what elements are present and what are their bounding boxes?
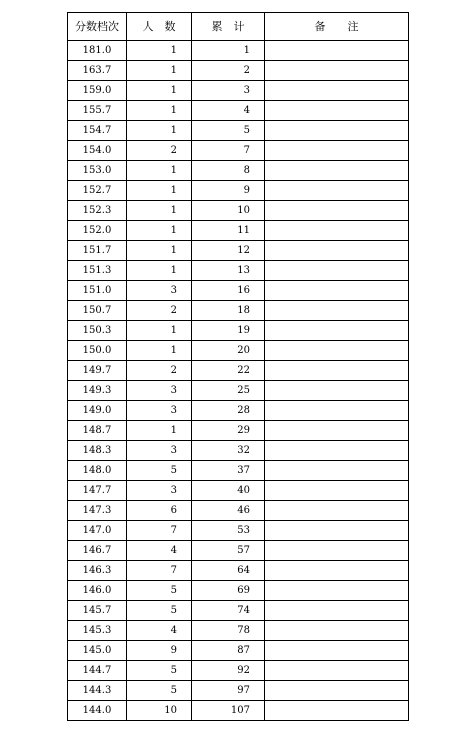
table-row xyxy=(68,401,409,421)
note-cell xyxy=(265,341,409,361)
note-cell xyxy=(265,561,409,581)
table-row xyxy=(68,181,409,201)
count-cell: 5 xyxy=(127,681,192,701)
table-row xyxy=(68,421,409,441)
table-row xyxy=(68,501,409,521)
note-cell xyxy=(265,41,409,61)
count-cell: 1 xyxy=(127,101,192,121)
cumulative-cell: 37 xyxy=(192,461,265,481)
count-cell: 7 xyxy=(127,521,192,541)
table-row xyxy=(68,161,409,181)
score-cell: 148.7 xyxy=(68,421,127,441)
note-cell xyxy=(265,601,409,621)
count-cell: 1 xyxy=(127,201,192,221)
table-row xyxy=(68,621,409,641)
count-cell: 5 xyxy=(127,461,192,481)
score-cell: 163.7 xyxy=(68,61,127,81)
count-cell: 9 xyxy=(127,641,192,661)
header-score: 分数档次 xyxy=(68,13,127,41)
count-cell: 3 xyxy=(127,401,192,421)
score-cell: 144.7 xyxy=(68,661,127,681)
table-row xyxy=(68,241,409,261)
score-cell: 146.3 xyxy=(68,561,127,581)
table-row xyxy=(68,701,409,721)
table-row xyxy=(68,41,409,61)
table-row xyxy=(68,81,409,101)
table-row xyxy=(68,281,409,301)
table-row xyxy=(68,101,409,121)
note-cell xyxy=(265,541,409,561)
note-cell xyxy=(265,641,409,661)
count-cell: 2 xyxy=(127,301,192,321)
cumulative-cell: 9 xyxy=(192,181,265,201)
note-cell xyxy=(265,381,409,401)
score-cell: 152.0 xyxy=(68,221,127,241)
cumulative-cell: 8 xyxy=(192,161,265,181)
note-cell xyxy=(265,701,409,721)
score-cell: 147.7 xyxy=(68,481,127,501)
cumulative-cell: 57 xyxy=(192,541,265,561)
score-cell: 150.3 xyxy=(68,321,127,341)
note-cell xyxy=(265,581,409,601)
count-cell: 5 xyxy=(127,601,192,621)
note-cell xyxy=(265,81,409,101)
cumulative-cell: 53 xyxy=(192,521,265,541)
note-cell xyxy=(265,481,409,501)
score-cell: 151.3 xyxy=(68,261,127,281)
table-row xyxy=(68,581,409,601)
score-cell: 149.3 xyxy=(68,381,127,401)
cumulative-cell: 40 xyxy=(192,481,265,501)
count-cell: 4 xyxy=(127,541,192,561)
note-cell xyxy=(265,261,409,281)
count-cell: 1 xyxy=(127,261,192,281)
cumulative-cell: 64 xyxy=(192,561,265,581)
count-cell: 2 xyxy=(127,141,192,161)
note-cell xyxy=(265,361,409,381)
cumulative-cell: 78 xyxy=(192,621,265,641)
note-cell xyxy=(265,61,409,81)
count-cell: 3 xyxy=(127,381,192,401)
table-row xyxy=(68,481,409,501)
table-header xyxy=(68,13,409,41)
note-cell xyxy=(265,281,409,301)
table-row xyxy=(68,441,409,461)
table-row xyxy=(68,601,409,621)
count-cell: 1 xyxy=(127,61,192,81)
score-cell: 147.0 xyxy=(68,521,127,541)
note-cell xyxy=(265,401,409,421)
cumulative-cell: 28 xyxy=(192,401,265,421)
score-cell: 153.0 xyxy=(68,161,127,181)
score-cell: 144.0 xyxy=(68,701,127,721)
table-row xyxy=(68,541,409,561)
table-row xyxy=(68,61,409,81)
count-cell: 1 xyxy=(127,121,192,141)
cumulative-cell: 32 xyxy=(192,441,265,461)
score-cell: 154.0 xyxy=(68,141,127,161)
cumulative-cell: 11 xyxy=(192,221,265,241)
cumulative-cell: 18 xyxy=(192,301,265,321)
cumulative-cell: 10 xyxy=(192,201,265,221)
table-row xyxy=(68,141,409,161)
note-cell xyxy=(265,101,409,121)
cumulative-cell: 107 xyxy=(192,701,265,721)
score-cell: 154.7 xyxy=(68,121,127,141)
note-cell xyxy=(265,301,409,321)
table-row xyxy=(68,461,409,481)
table-row xyxy=(68,261,409,281)
note-cell xyxy=(265,521,409,541)
table-row xyxy=(68,121,409,141)
count-cell: 2 xyxy=(127,361,192,381)
score-cell: 155.7 xyxy=(68,101,127,121)
table-row xyxy=(68,641,409,661)
cumulative-cell: 12 xyxy=(192,241,265,261)
cumulative-cell: 20 xyxy=(192,341,265,361)
score-cell: 150.0 xyxy=(68,341,127,361)
score-cell: 145.0 xyxy=(68,641,127,661)
cumulative-cell: 19 xyxy=(192,321,265,341)
count-cell: 1 xyxy=(127,41,192,61)
cumulative-cell: 13 xyxy=(192,261,265,281)
count-cell: 5 xyxy=(127,581,192,601)
table-row xyxy=(68,341,409,361)
note-cell xyxy=(265,121,409,141)
table-row xyxy=(68,301,409,321)
count-cell: 10 xyxy=(127,701,192,721)
table-row xyxy=(68,201,409,221)
note-cell xyxy=(265,501,409,521)
note-cell xyxy=(265,221,409,241)
cumulative-cell: 5 xyxy=(192,121,265,141)
cumulative-cell: 25 xyxy=(192,381,265,401)
table-row xyxy=(68,681,409,701)
score-cell: 148.3 xyxy=(68,441,127,461)
cumulative-cell: 7 xyxy=(192,141,265,161)
count-cell: 3 xyxy=(127,281,192,301)
table-row xyxy=(68,361,409,381)
score-cell: 149.0 xyxy=(68,401,127,421)
count-cell: 1 xyxy=(127,161,192,181)
count-cell: 4 xyxy=(127,621,192,641)
cumulative-cell: 97 xyxy=(192,681,265,701)
count-cell: 3 xyxy=(127,481,192,501)
score-cell: 145.3 xyxy=(68,621,127,641)
header-count: 人 数 xyxy=(127,13,192,41)
cumulative-cell: 4 xyxy=(192,101,265,121)
score-cell: 181.0 xyxy=(68,41,127,61)
count-cell: 7 xyxy=(127,561,192,581)
cumulative-cell: 1 xyxy=(192,41,265,61)
table-row xyxy=(68,521,409,541)
score-cell: 146.7 xyxy=(68,541,127,561)
cumulative-cell: 87 xyxy=(192,641,265,661)
count-cell: 1 xyxy=(127,421,192,441)
table-row xyxy=(68,321,409,341)
score-cell: 152.3 xyxy=(68,201,127,221)
note-cell xyxy=(265,141,409,161)
header-row xyxy=(68,13,409,41)
cumulative-cell: 3 xyxy=(192,81,265,101)
note-cell xyxy=(265,241,409,261)
cumulative-cell: 92 xyxy=(192,661,265,681)
cumulative-cell: 2 xyxy=(192,61,265,81)
table-row xyxy=(68,661,409,681)
score-cell: 152.7 xyxy=(68,181,127,201)
count-cell: 1 xyxy=(127,81,192,101)
cumulative-cell: 69 xyxy=(192,581,265,601)
note-cell xyxy=(265,681,409,701)
cumulative-cell: 29 xyxy=(192,421,265,441)
cumulative-cell: 74 xyxy=(192,601,265,621)
note-cell xyxy=(265,181,409,201)
score-cell: 147.3 xyxy=(68,501,127,521)
note-cell xyxy=(265,321,409,341)
score-cell: 159.0 xyxy=(68,81,127,101)
count-cell: 6 xyxy=(127,501,192,521)
table-row xyxy=(68,381,409,401)
count-cell: 5 xyxy=(127,661,192,681)
score-cell: 148.0 xyxy=(68,461,127,481)
score-cell: 144.3 xyxy=(68,681,127,701)
note-cell xyxy=(265,201,409,221)
count-cell: 1 xyxy=(127,321,192,341)
header-note: 备 注 xyxy=(265,13,409,41)
note-cell xyxy=(265,661,409,681)
note-cell xyxy=(265,441,409,461)
note-cell xyxy=(265,421,409,441)
table-row xyxy=(68,561,409,581)
table-row xyxy=(68,221,409,241)
count-cell: 1 xyxy=(127,221,192,241)
header-cumulative: 累 计 xyxy=(192,13,265,41)
count-cell: 1 xyxy=(127,241,192,261)
cumulative-cell: 22 xyxy=(192,361,265,381)
score-cell: 149.7 xyxy=(68,361,127,381)
score-cell: 151.7 xyxy=(68,241,127,261)
count-cell: 1 xyxy=(127,181,192,201)
count-cell: 1 xyxy=(127,341,192,361)
cumulative-cell: 16 xyxy=(192,281,265,301)
score-cell: 150.7 xyxy=(68,301,127,321)
cumulative-cell: 46 xyxy=(192,501,265,521)
count-cell: 3 xyxy=(127,441,192,461)
note-cell xyxy=(265,161,409,181)
score-cell: 145.7 xyxy=(68,601,127,621)
note-cell xyxy=(265,461,409,481)
score-distribution-table xyxy=(67,12,409,721)
score-cell: 151.0 xyxy=(68,281,127,301)
table-body xyxy=(68,41,409,721)
note-cell xyxy=(265,621,409,641)
score-cell: 146.0 xyxy=(68,581,127,601)
